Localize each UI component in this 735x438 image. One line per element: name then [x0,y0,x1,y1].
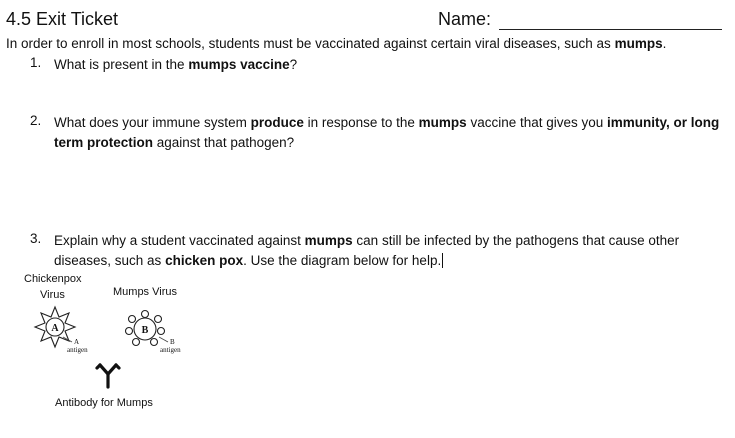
question-3-number: 3. [30,231,42,246]
question-2-text: What does your immune system produce in response to the mumps vaccine that gives you immunity, or long term protection against that pathogen? [54,115,720,150]
chickenpox-label-line-2: Virus [40,289,65,301]
antigen-a-word: antigen [67,346,88,354]
name-blank-line[interactable] [499,29,722,30]
antibody-y-icon [93,359,123,389]
page-title: 4.5 Exit Ticket [6,9,119,29]
question-3-text: Explain why a student vaccinated against mumps can still be infected by the pathogens that cause other diseases, such as chicken pox. Use the diagram below for help. [54,233,680,268]
question-2-number: 2. [30,113,42,128]
chickenpox-label-line-1: Chickenpox [24,273,82,285]
text-cursor [442,253,443,268]
antigen-a-letter: A [74,338,80,346]
antigen-b-word: antigen [160,346,181,354]
antibody-label: Antibody for Mumps [55,397,153,409]
question-1-number: 1. [30,55,42,70]
antigen-b-letter: B [170,338,175,346]
question-1-text: What is present in the mumps vaccine? [54,57,298,72]
name-label: Name: [438,9,492,29]
virus-a-letter: A [51,323,59,334]
virus-b-letter: B [141,325,149,336]
mumps-virus-label: Mumps Virus [113,286,177,298]
intro-paragraph: In order to enroll in most schools, students must be vaccinated against certain viral diseases, such as mumps. [6,36,667,51]
